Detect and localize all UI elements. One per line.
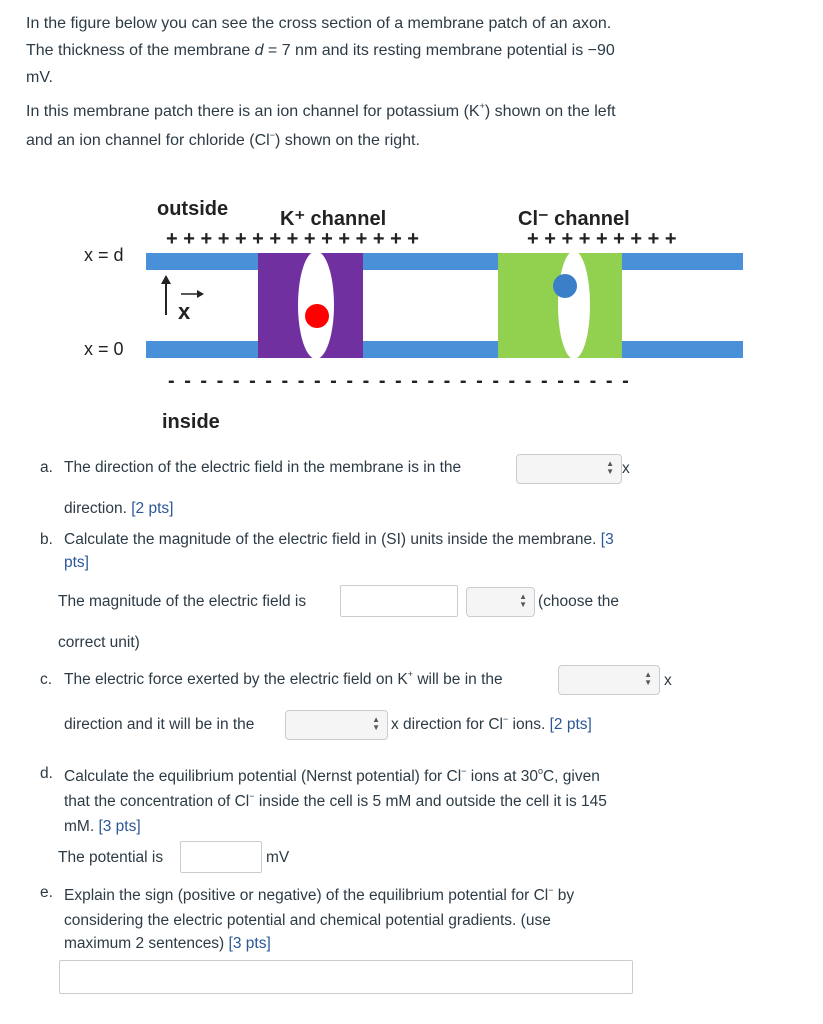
positive-charges-right: + + + + + + + + +: [527, 228, 677, 250]
intro-line: and an ion channel for chloride (Cl−) shown on the right.: [26, 130, 420, 149]
x-equals-d-label: x = d: [84, 245, 124, 265]
intro-line: In this membrane patch there is an ion channel for potassium (K+) shown on the left: [26, 101, 616, 120]
points-label: [3: [600, 531, 614, 548]
question-a-text: The direction of the electric field in the membrane is in the: [64, 459, 462, 476]
question-a-marker: a.: [40, 459, 53, 476]
potential-label: The potential is: [58, 849, 164, 866]
select-arrows-icon: ▲ ▼: [644, 670, 652, 687]
question-b-marker: b.: [40, 531, 53, 548]
explanation-input[interactable]: [59, 960, 633, 994]
question-a-x: x: [622, 460, 630, 477]
intro-paragraph-1: [26, 10, 726, 91]
intro-line: The thickness of the membrane d = 7 nm and its resting membrane potential is −90: [26, 42, 615, 59]
points-label: [3 pts]: [98, 818, 141, 835]
select-arrows-icon: ▲ ▼: [372, 715, 380, 732]
question-d-marker: d.: [40, 765, 53, 782]
points-label: [2 pts]: [131, 500, 174, 517]
field-direction-select[interactable]: [516, 454, 622, 484]
question-b-text: Calculate the magnitude of the electric field in (SI) units inside the membrane. [3: [64, 531, 614, 548]
field-magnitude-input[interactable]: [340, 585, 458, 617]
cl-force-direction-select[interactable]: [285, 710, 388, 740]
x-equals-0-label: x = 0: [84, 339, 124, 359]
k-ion: [305, 304, 329, 328]
points-label-cont: pts]: [64, 554, 89, 571]
inside-label: inside: [162, 411, 220, 433]
intro-paragraph-2: [26, 98, 726, 156]
question-c-text-3: x direction for Cl− ions. [2 pts]: [391, 714, 592, 733]
select-arrows-icon: ▲ ▼: [606, 459, 614, 476]
cl-channel-pore: [558, 251, 590, 359]
question-c-text-2: direction and it will be in the: [64, 716, 255, 733]
negative-charges: - - - - - - - - - - - - - - - - - - - - - - - - - - - - -: [168, 370, 631, 392]
question-d-text: Calculate the equilibrium potential (Nernst potential) for Cl− ions at 30$^o$C, given that the concentration of Cl− inside the cell is 5 mM and outside the cell it is 145 mM. [3 pts]: [64, 766, 607, 835]
x-axis-arrowhead: [161, 275, 171, 284]
x-axis-label: x: [178, 299, 191, 324]
membrane-bottom-layer: [146, 341, 743, 358]
question-a-text-2: direction. [2 pts]: [64, 500, 174, 517]
outside-label: outside: [157, 198, 229, 220]
k-force-direction-select[interactable]: [558, 665, 660, 695]
select-arrows-icon: ▲ ▼: [519, 592, 527, 609]
unit-select[interactable]: [466, 587, 535, 617]
question-c-marker: c.: [40, 671, 53, 688]
vector-bar-head: [197, 290, 204, 298]
potential-input[interactable]: [180, 841, 262, 873]
question-e-text: Explain the sign (positive or negative) of the equilibrium potential for Cl− by considering the electric potential and chemical potential gradients. (use maximum 2 sentences) [3 pts]: [64, 885, 575, 952]
question-c-x: x: [664, 672, 672, 689]
potential-unit: mV: [266, 849, 290, 866]
points-label: [3 pts]: [228, 935, 271, 952]
membrane-top-layer: [146, 253, 743, 270]
choose-unit-text-2: correct unit): [58, 634, 140, 651]
intro-line: In the figure below you can see the cross section of a membrane patch of an axon.: [26, 15, 612, 32]
positive-charges-left: + + + + + + + + + + + + + + +: [166, 228, 419, 250]
cl-ion: [553, 274, 577, 298]
field-magnitude-label: The magnitude of the electric field is: [58, 593, 307, 610]
membrane-figure: [0, 190, 823, 440]
choose-unit-text: (choose the: [538, 593, 619, 610]
intro-line: mV.: [26, 69, 53, 86]
question-e-marker: e.: [40, 884, 53, 901]
question-c-text: The electric force exerted by the electric field on K+ will be in the: [64, 669, 503, 688]
k-channel-label: K⁺ channel: [280, 208, 387, 230]
points-label: [2 pts]: [549, 716, 592, 733]
cl-channel-label: Cl⁻ channel: [518, 208, 630, 230]
